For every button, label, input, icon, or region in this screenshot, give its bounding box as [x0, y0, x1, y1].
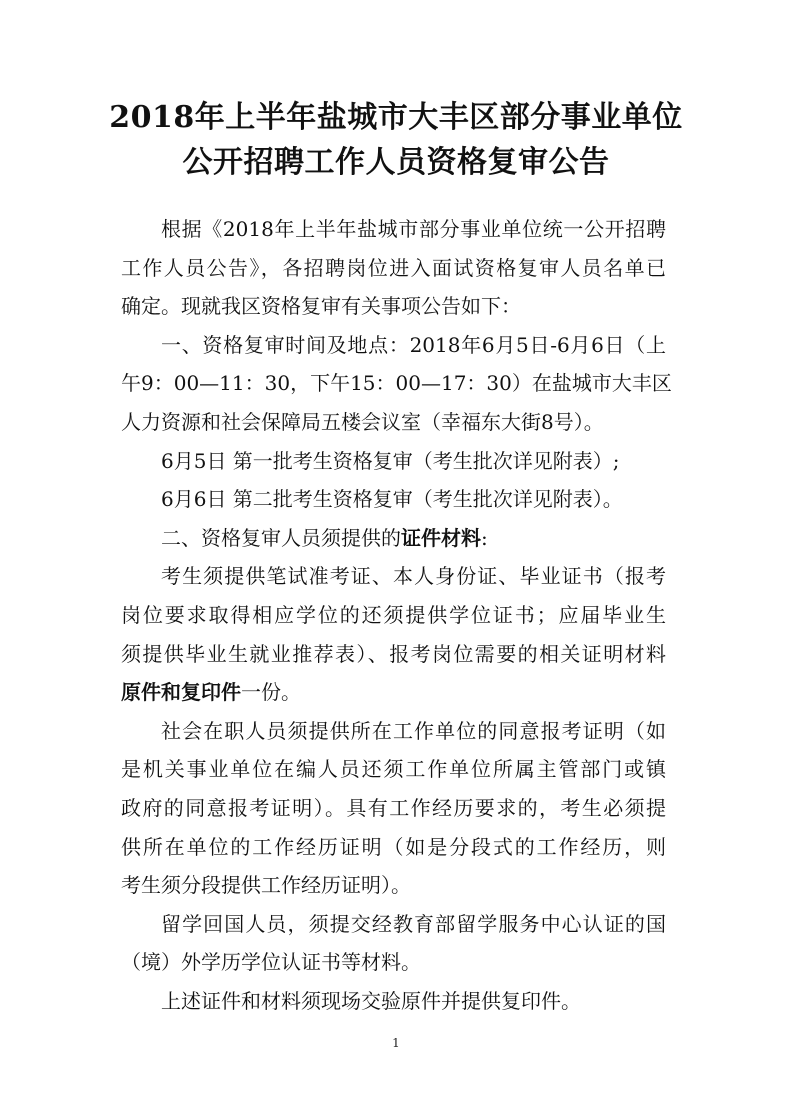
body-line: 社会在职人员须提供所在工作单位的同意报考证明（如	[161, 718, 666, 743]
body-line: 6月5日 第一批考生资格复审（考生批次详见附表）;	[161, 448, 620, 473]
body-line: 根据《2018年上半年盐城市部分事业单位统一公开招聘	[161, 217, 666, 241]
body-line: 6月6日 第二批考生资格复审（考生批次详见附表）。	[161, 487, 623, 512]
body-line: 人力资源和社会保障局五楼会议室（幸福东大街8号）。	[121, 409, 604, 434]
body-line	[121, 519, 666, 558]
document-title-line-2: 公开招聘工作人员资格复审公告	[182, 145, 610, 180]
body-line: 考生须提供笔试准考证、本人身份证、毕业证书（报考	[161, 564, 666, 589]
body-bold-text: 证件材料	[401, 525, 481, 550]
body-line: 留学回国人员，须提交经教育部留学服务中心认证的国	[161, 911, 666, 936]
body-line	[121, 673, 666, 712]
body-line: 工作人员公告》，各招聘岗位进入面试资格复审人员名单已	[121, 255, 666, 280]
body-line: 政府的同意报考证明）。具有工作经历要求的，考生必须提	[121, 795, 666, 820]
body-text: 一份。	[241, 680, 301, 705]
body-line: 考生须分段提供工作经历证明）。	[121, 873, 411, 898]
body-line: 一、资格复审时间及地点：2018年6月5日-6月6日（上	[161, 332, 666, 357]
body-line: （境）外学历学位认证书等材料。	[121, 950, 421, 975]
body-text: :	[481, 525, 488, 550]
document-body	[121, 210, 672, 1020]
page-number: 1	[392, 1036, 400, 1050]
body-line: 上述证件和材料须现场交验原件并提供复印件。	[161, 988, 581, 1013]
body-line: 供所在单位的工作经历证明（如是分段式的工作经历，则	[121, 834, 666, 859]
body-line: 须提供毕业生就业推荐表）、报考岗位需要的相关证明材料	[121, 641, 666, 666]
body-line: 岗位要求取得相应学位的还须提供学位证书；应届毕业生	[121, 602, 666, 627]
body-line: 确定。现就我区资格复审有关事项公告如下：	[121, 294, 521, 319]
body-line: 是机关事业单位在编人员还须工作单位所属主管部门或镇	[121, 757, 666, 782]
body-text: 二、资格复审人员须提供的	[161, 525, 401, 550]
body-bold-text: 原件和复印件	[121, 680, 241, 705]
document-title-line-1: 2018年上半年盐城市大丰区部分事业单位	[109, 100, 683, 135]
body-line: 午9：00—11：30，下午15：00—17：30）在盐城市大丰区	[121, 371, 672, 396]
